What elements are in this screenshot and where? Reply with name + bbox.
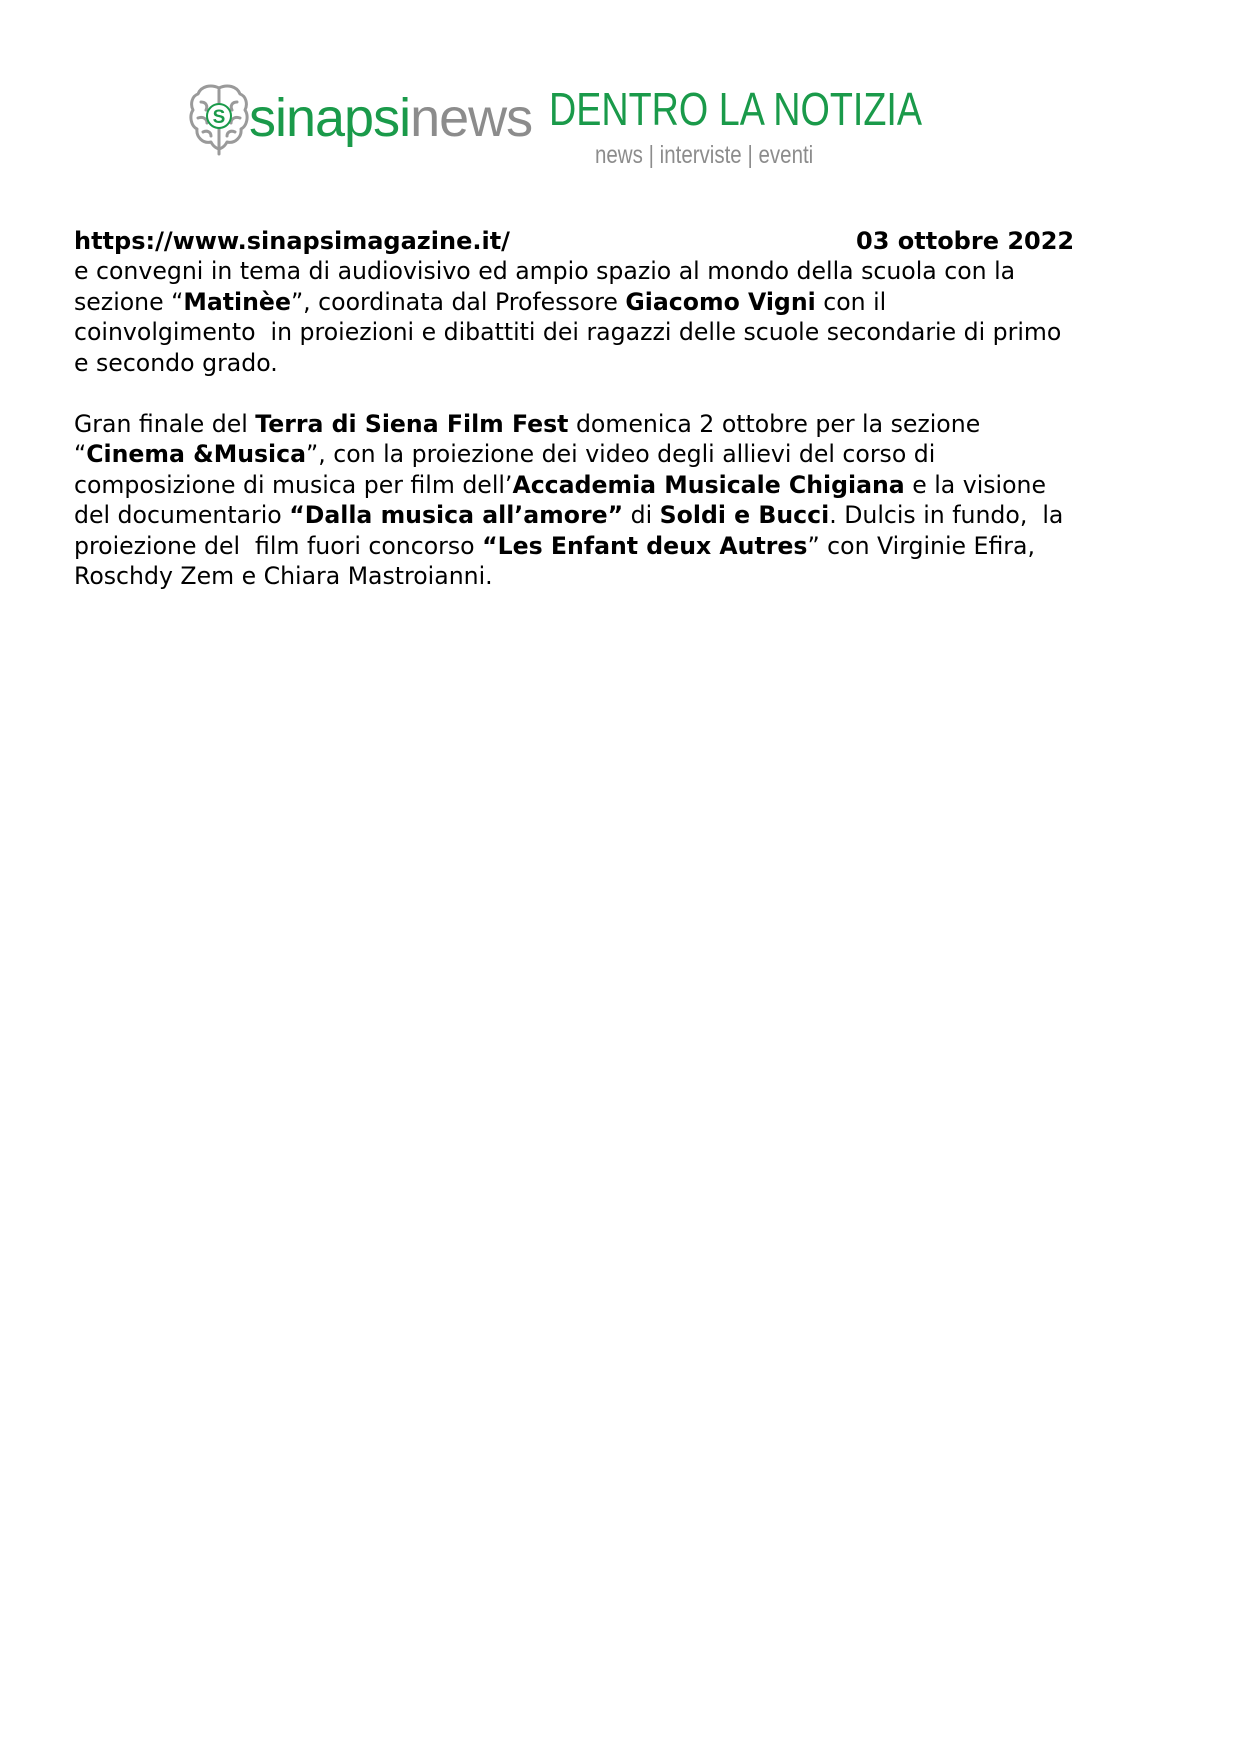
text-run: “	[74, 440, 87, 468]
text-run: e secondo grado.	[74, 348, 278, 377]
text-run: ”, con la proiezione dei video degli allievi del corso di	[306, 440, 936, 468]
text-run: di	[623, 501, 660, 529]
text-run: coinvolgimento in proiezioni e dibattiti dei ragazzi delle scuole secondarie di primo	[74, 318, 1062, 346]
source-url: https://www.sinapsimagazine.it/	[74, 227, 510, 255]
article-line	[74, 348, 1144, 379]
article-paragraph	[74, 409, 1144, 592]
text-run: . Dulcis in fundo, la	[829, 501, 1064, 529]
bold-text: Matinèe	[183, 287, 291, 316]
text-run: e convegni in tema di audiovisivo ed ampio spazio al mondo della scuola con la	[74, 257, 1016, 285]
text-run: con il	[815, 287, 887, 316]
text-run: Gran finale del	[74, 409, 256, 438]
bold-text: Giacomo Vigni	[625, 287, 816, 316]
article-line	[74, 256, 1144, 287]
article-line	[74, 531, 1144, 562]
text-run: sezione “	[74, 287, 184, 316]
article-line	[74, 287, 1144, 318]
text-run: Roschdy Zem e Chiara Mastroianni.	[74, 562, 493, 590]
tagline-separator: |	[648, 141, 654, 169]
text-run: proiezione del film fuori concorso	[74, 531, 483, 560]
article-line	[74, 500, 1144, 531]
bold-text: “Dalla musica all’amore”	[289, 501, 624, 529]
tagline-subtitle	[595, 140, 836, 170]
brand-name	[249, 78, 532, 158]
brand-name-second: news	[410, 88, 533, 148]
text-run: e la visione	[904, 470, 1047, 499]
bold-text: “Les Enfant deux Autres	[482, 531, 808, 560]
bold-text: Accademia Musicale Chigiana	[512, 470, 905, 499]
article-line	[74, 409, 1144, 440]
bold-text: Terra di Siena Film Fest	[255, 409, 569, 438]
article-body	[74, 256, 1144, 592]
masthead	[189, 78, 923, 178]
text-run: domenica 2 ottobre per la sezione	[568, 409, 981, 438]
text-run: composizione di musica per film dell’	[74, 470, 513, 499]
tagline-item: interviste	[659, 141, 742, 169]
text-run: ” con Virginie Efira,	[807, 531, 1035, 560]
tagline-item: news	[595, 141, 643, 169]
tagline-block	[549, 78, 923, 170]
brand-name-first: sinapsi	[249, 88, 411, 148]
text-run: del documentario	[74, 501, 290, 529]
tagline-title: DENTRO LA NOTIZIA	[549, 83, 923, 135]
article-line	[74, 561, 1144, 592]
article-paragraph	[74, 256, 1144, 378]
article-line	[74, 470, 1144, 501]
tagline-separator: |	[747, 141, 753, 169]
tagline-item: eventi	[758, 141, 814, 169]
text-run: ”, coordinata dal Professore	[290, 287, 626, 316]
logo-letter: S	[212, 107, 226, 128]
article-line	[74, 439, 1144, 470]
brain-icon	[189, 82, 249, 156]
bold-text: Soldi e Bucci	[659, 501, 830, 529]
source-date: 03 ottobre 2022	[856, 227, 1075, 255]
article-line	[74, 317, 1144, 348]
bold-text: Cinema &Musica	[86, 440, 307, 468]
